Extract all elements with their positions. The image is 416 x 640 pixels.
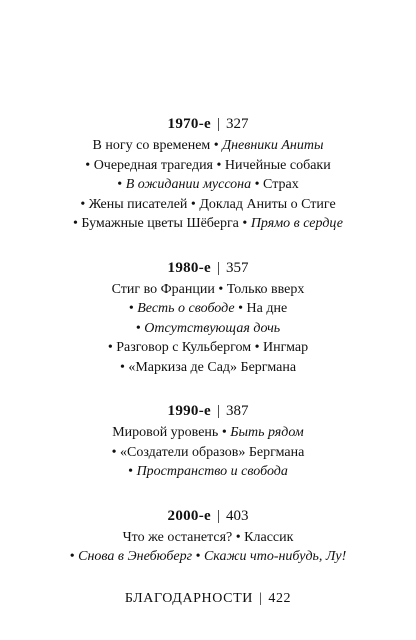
decade-title: 1970-е [167, 116, 211, 132]
acknowledgements-entry [0, 589, 416, 609]
bullet-separator: • [117, 177, 123, 192]
toc-entry: В ожидании муссона [125, 177, 252, 192]
toc-entry: Стиг во Франции [111, 281, 215, 297]
toc-entry: Что же останется? [122, 529, 233, 545]
toc-entry: Ничейные собаки [224, 157, 331, 173]
toc-entry: Бумажные цветы Шёберга [81, 216, 239, 231]
toc-entry: Ингмар [263, 340, 309, 355]
toc-entry: В ногу со временем [92, 138, 211, 153]
bullet-separator: • [135, 320, 141, 336]
toc-line [0, 280, 416, 300]
toc-entry: Только вверх [226, 281, 305, 297]
bullet-separator: • [221, 425, 227, 440]
toc-line [0, 443, 416, 463]
table-of-contents [0, 114, 416, 609]
toc-line [0, 175, 416, 195]
toc-line [0, 195, 416, 215]
bullet-separator: • [128, 464, 134, 479]
toc-entry: Классик [244, 529, 294, 545]
toc-entry: Снова в Энебюберг [78, 549, 193, 564]
bullet-separator: • [218, 281, 224, 297]
bullet-separator: • [195, 549, 201, 564]
toc-line [0, 358, 416, 378]
bullet-separator: • [213, 138, 219, 153]
bullet-separator: • [242, 216, 248, 231]
toc-line [0, 547, 416, 567]
bullet-separator: • [73, 216, 78, 231]
divider-bar: | [216, 507, 220, 524]
toc-section-1970s [0, 114, 416, 234]
bullet-separator: • [80, 196, 86, 212]
page-number: 422 [268, 590, 292, 606]
bullet-separator: • [190, 196, 196, 212]
section-heading [0, 114, 416, 134]
toc-line [0, 214, 416, 234]
bullet-separator: • [254, 177, 260, 192]
toc-entry: «Маркиза де Сад» Бергмана [128, 359, 297, 375]
divider-bar: | [258, 590, 263, 606]
divider-bar: | [216, 259, 220, 276]
section-heading [0, 506, 416, 526]
page-number: 387 [225, 403, 249, 419]
divider-bar: | [216, 403, 220, 419]
bullet-separator: • [85, 157, 91, 173]
toc-entry: Страх [263, 177, 299, 192]
divider-bar: | [216, 116, 220, 132]
toc-line [0, 338, 416, 358]
toc-line [0, 423, 416, 443]
toc-entry: Отсутствующая дочь [144, 320, 281, 336]
acknowledgements-label: БЛАГОДАРНОСТИ [124, 590, 253, 606]
section-heading [0, 258, 416, 278]
section-heading [0, 401, 416, 421]
bullet-separator: • [235, 529, 241, 545]
toc-entry: Весть о свободе [137, 301, 235, 316]
bullet-separator: • [238, 301, 243, 316]
toc-section-1980s [0, 258, 416, 378]
bullet-separator: • [128, 301, 134, 316]
toc-line [0, 528, 416, 548]
toc-entry: Скажи что-нибудь, Лу! [203, 549, 347, 564]
toc-line [0, 299, 416, 319]
toc-line [0, 462, 416, 482]
toc-entry: «Создатели образов» Бергмана [120, 444, 305, 460]
bullet-separator: • [254, 340, 260, 355]
page-number: 327 [225, 116, 249, 132]
bullet-separator: • [107, 340, 113, 355]
toc-section-1990s [0, 401, 416, 482]
toc-line [0, 156, 416, 176]
toc-entry: Быть рядом [230, 425, 304, 440]
toc-entry: Дневники Аниты [222, 138, 324, 153]
decade-title: 1980-е [167, 259, 211, 276]
decade-title: 2000-е [167, 507, 211, 524]
toc-entry: Доклад Аниты о Стиге [199, 196, 336, 212]
toc-entry: Разговор с Кульбергом [116, 340, 252, 355]
toc-entry: Пространство и свобода [136, 464, 288, 479]
toc-entry: Мировой уровень [112, 425, 219, 440]
page-number: 403 [225, 507, 249, 524]
page-number: 357 [225, 259, 249, 276]
bullet-separator: • [119, 359, 125, 375]
bullet-separator: • [216, 157, 222, 173]
toc-entry: Жены писателей [88, 196, 188, 212]
toc-entry: Прямо в сердце [250, 216, 343, 231]
toc-line [0, 319, 416, 339]
toc-entry: На дне [246, 301, 288, 316]
bullet-separator: • [111, 444, 117, 460]
decade-title: 1990-е [167, 403, 211, 419]
bullet-separator: • [69, 549, 75, 564]
toc-line [0, 136, 416, 156]
toc-entry: Очередная трагедия [93, 157, 213, 173]
toc-section-2000s [0, 506, 416, 567]
